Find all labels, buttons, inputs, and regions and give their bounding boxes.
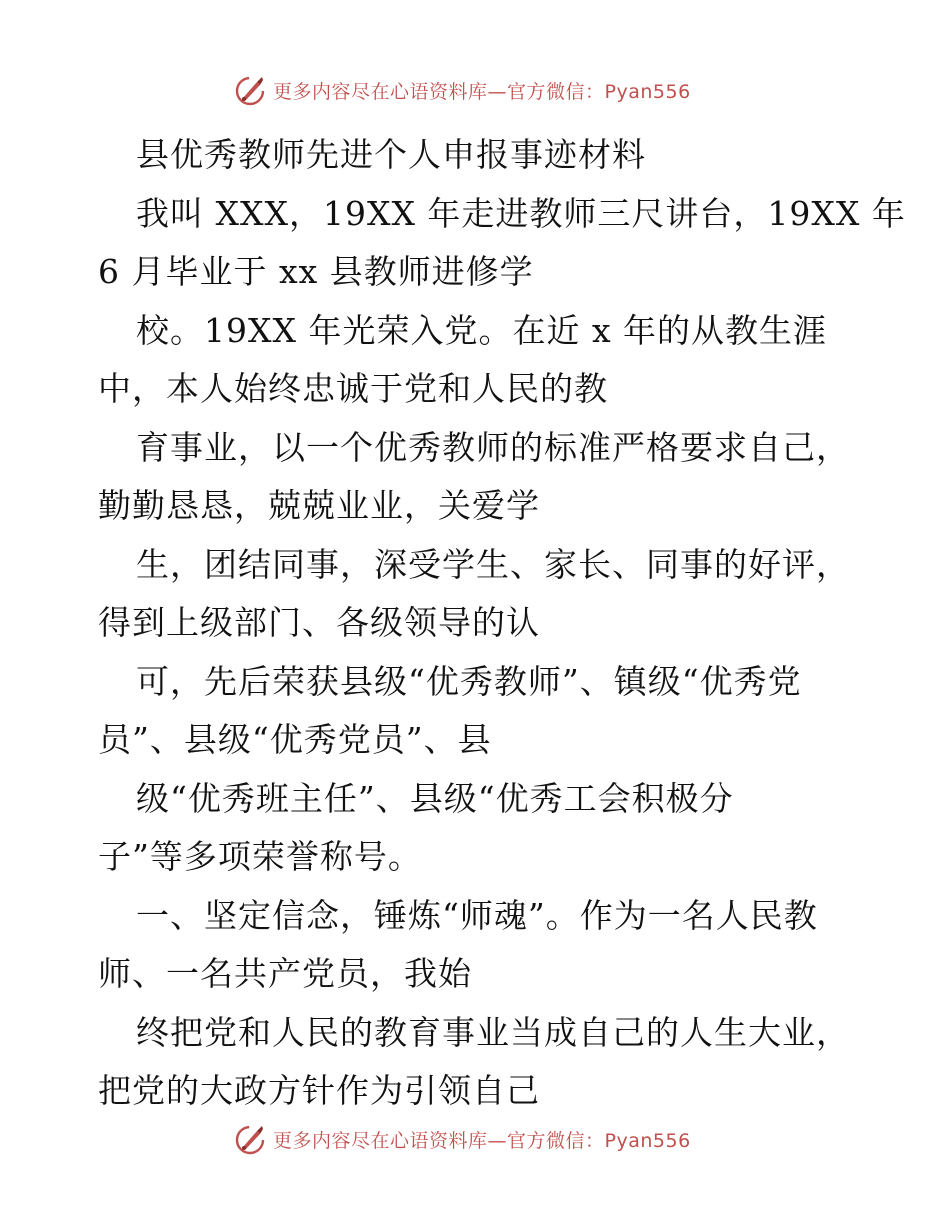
text-line: 得到上级部门、各级领导的认 <box>98 603 540 642</box>
document-body <box>98 126 906 1121</box>
text-line: 勤勤恳恳，兢兢业业，关爱学 <box>98 486 540 525</box>
footer-watermark <box>233 1121 753 1157</box>
text-line: 我叫 XXX，19XX 年走进教师三尺讲台，19XX 年 <box>136 193 906 233</box>
text-line: 校。19XX 年光荣入党。在近 x 年的从教生涯 <box>136 310 828 350</box>
header-watermark <box>233 72 753 108</box>
text-line: 可，先后荣获县级“优秀教师”、镇级“优秀党 <box>136 661 802 701</box>
text-line: 终把党和人民的教育事业当成自己的人生大业， <box>136 1012 850 1052</box>
text-line: 6 月毕业于 xx 县教师进修学 <box>98 252 534 291</box>
text-line: 把党的大政方针作为引领自己 <box>98 1071 540 1110</box>
text-line: 育事业，以一个优秀教师的标准严格要求自己， <box>136 427 850 467</box>
text-line: 员”、县级“优秀党员”、县 <box>98 720 492 759</box>
text-line: 生，团结同事，深受学生、家长、同事的好评， <box>136 544 850 584</box>
text-line: 县优秀教师先进个人申报事迹材料 <box>136 135 646 174</box>
text-line: 级“优秀班主任”、县级“优秀工会积极分 <box>136 778 734 818</box>
text-line: 师、一名共产党员，我始 <box>98 954 472 993</box>
watermark-text: 更多内容尽在心语资料库—官方微信：Pyan556 <box>273 80 691 103</box>
text-line: 中，本人始终忠诚于党和人民的教 <box>98 369 608 408</box>
quill-logo-icon <box>233 1122 267 1156</box>
text-line: 一、坚定信念，锤炼“师魂”。作为一名人民教 <box>136 895 818 935</box>
quill-logo-icon <box>233 73 267 107</box>
text-line: 子”等多项荣誉称号。 <box>98 837 422 876</box>
watermark-text: 更多内容尽在心语资料库—官方微信：Pyan556 <box>273 1129 691 1152</box>
